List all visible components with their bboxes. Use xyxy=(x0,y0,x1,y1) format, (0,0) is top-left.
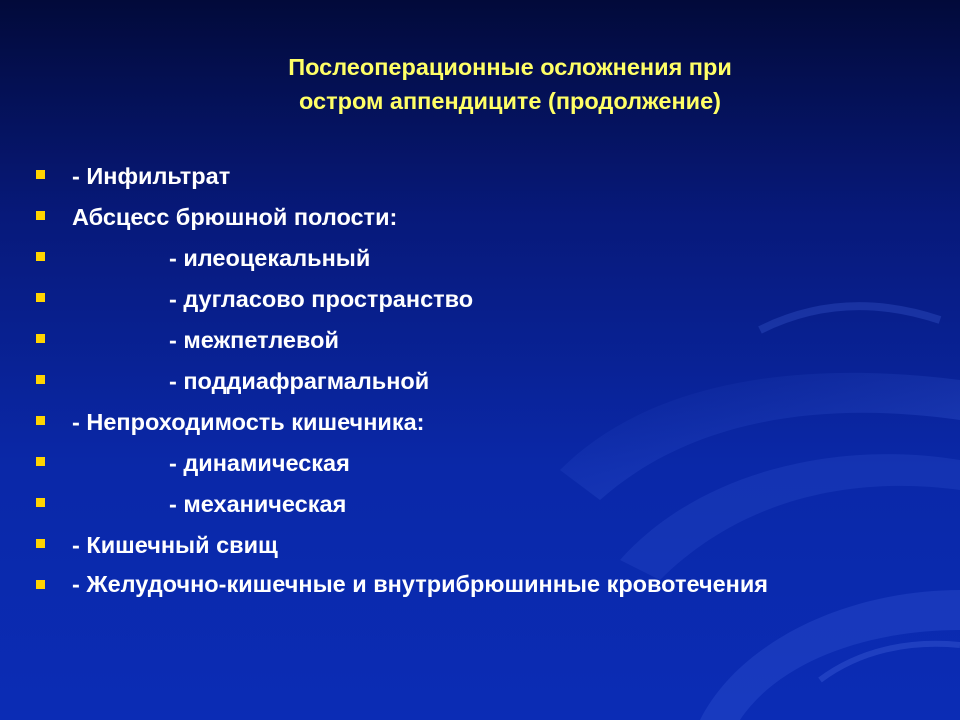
slide-title-line-1: Послеоперационные осложнения при xyxy=(288,54,732,80)
square-bullet-icon xyxy=(36,293,45,302)
list-item xyxy=(36,527,936,568)
list-item xyxy=(36,158,936,199)
list-item xyxy=(36,322,936,363)
bullet-list xyxy=(36,158,936,601)
list-item-text: - Непроходимость кишечника: xyxy=(72,409,425,435)
list-item-text: - илеоцекальный xyxy=(169,245,371,271)
list-item xyxy=(36,445,936,486)
list-item-text: - механическая xyxy=(169,491,347,517)
list-item xyxy=(36,404,936,445)
list-item xyxy=(36,568,936,601)
square-bullet-icon xyxy=(36,539,45,548)
square-bullet-icon xyxy=(36,211,45,220)
square-bullet-icon xyxy=(36,580,45,589)
square-bullet-icon xyxy=(36,457,45,466)
list-item-text: - дугласово пространство xyxy=(169,286,474,312)
list-item xyxy=(36,281,936,322)
list-item xyxy=(36,486,936,527)
list-item-text: Абсцесс брюшной полости: xyxy=(72,204,398,230)
square-bullet-icon xyxy=(36,334,45,343)
slide-title xyxy=(150,50,870,118)
square-bullet-icon xyxy=(36,170,45,179)
list-item-text: - поддиафрагмальной xyxy=(169,368,430,394)
square-bullet-icon xyxy=(36,416,45,425)
square-bullet-icon xyxy=(36,375,45,384)
slide-title-line-2: остром аппендиците (продолжение) xyxy=(298,88,721,114)
list-item-text: - межпетлевой xyxy=(169,327,339,353)
list-item-text: - Кишечный свищ xyxy=(72,532,278,558)
list-item-text: - Инфильтрат xyxy=(72,163,231,189)
list-item xyxy=(36,199,936,240)
list-item-text: - динамическая xyxy=(169,450,350,476)
list-item xyxy=(36,363,936,404)
square-bullet-icon xyxy=(36,498,45,507)
list-item xyxy=(36,240,936,281)
square-bullet-icon xyxy=(36,252,45,261)
list-item-text: - Желудочно-кишечные и внутрибрюшинные кровотечения xyxy=(72,571,769,597)
